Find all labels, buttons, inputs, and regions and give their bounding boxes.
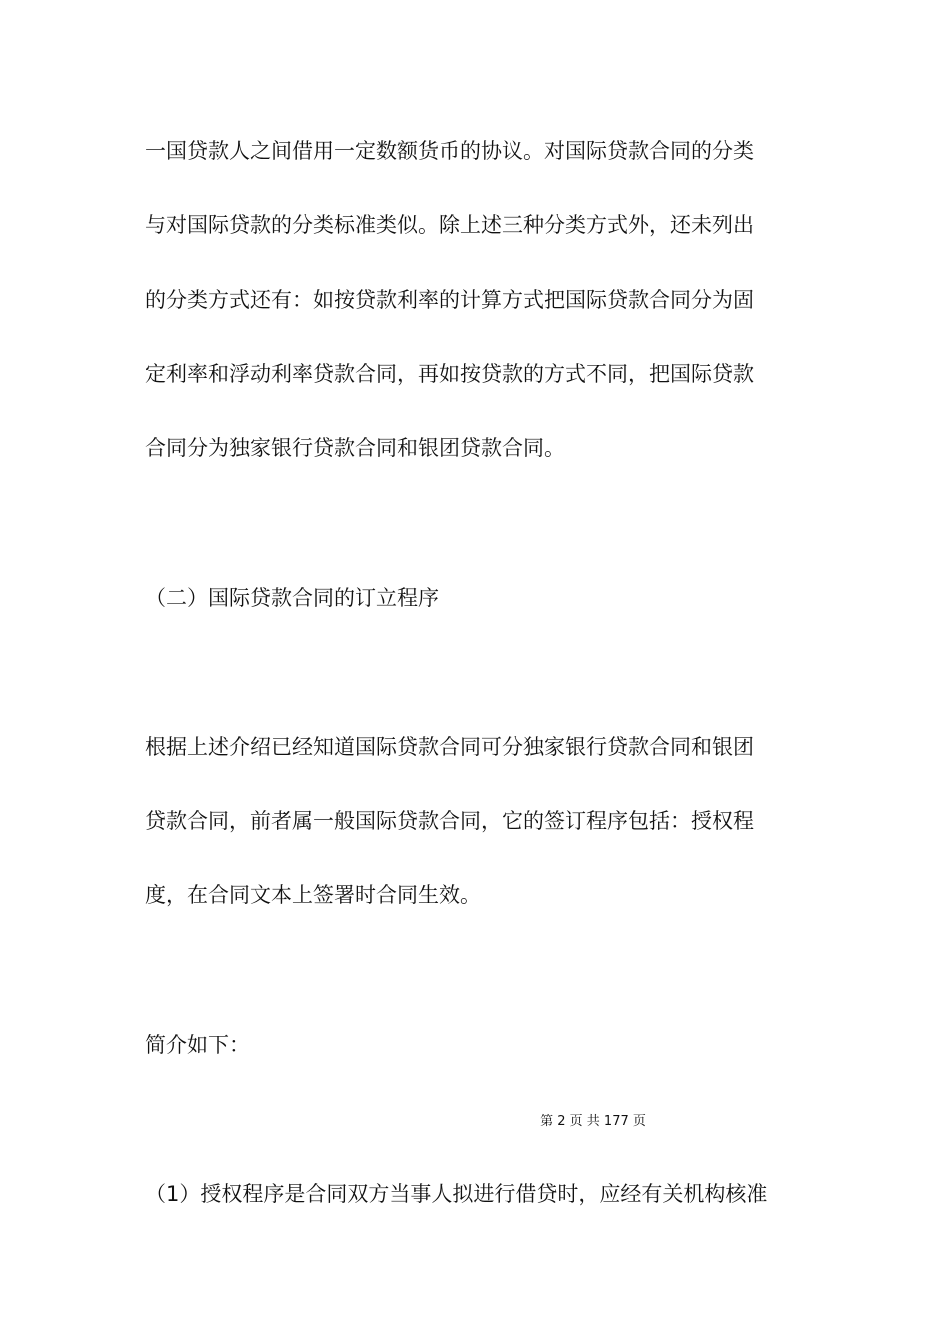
paragraph-line: 定利率和浮动利率贷款合同，再如按贷款的方式不同，把国际贷款 xyxy=(145,362,754,386)
paragraph-line: 根据上述介绍已经知道国际贷款合同可分独家银行贷款合同和银团 xyxy=(145,735,754,759)
paragraph-line: 度，在合同文本上签署时合同生效。 xyxy=(145,883,481,907)
paragraph-line: 的分类方式还有：如按贷款利率的计算方式把国际贷款合同分为固 xyxy=(145,288,754,312)
section-heading: （二）国际贷款合同的订立程序 xyxy=(145,586,439,610)
paragraph-line: 合同分为独家银行贷款合同和银团贷款合同。 xyxy=(145,436,565,460)
paragraph-line: 一国贷款人之间借用一定数额货币的协议。对国际贷款合同的分类 xyxy=(145,139,754,163)
paragraph-line: （1）授权程序是合同双方当事人拟进行借贷时，应经有关机构核准 xyxy=(145,1182,768,1206)
page-number: 第 2 页 共 177 页 xyxy=(540,1114,646,1129)
paragraph-line: 贷款合同，前者属一般国际贷款合同，它的签订程序包括：授权程 xyxy=(145,809,754,833)
intro-text: 简介如下： xyxy=(145,1033,250,1057)
paragraph-line: 与对国际贷款的分类标准类似。除上述三种分类方式外，还未列出 xyxy=(145,213,754,237)
